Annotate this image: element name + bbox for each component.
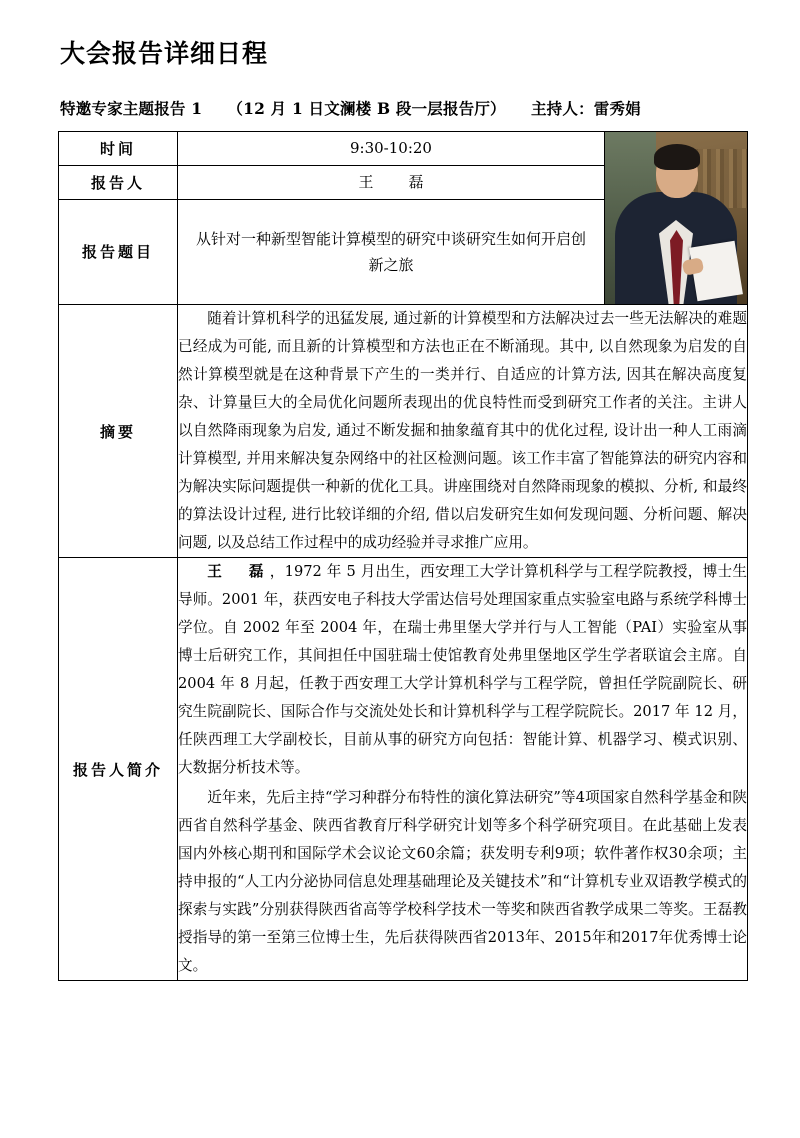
bio-speaker-name: 王 磊 xyxy=(207,563,270,581)
row-label-time: 时间 xyxy=(59,132,178,166)
page-title: 大会报告详细日程 xyxy=(60,39,269,68)
row-label-topic: 报告题目 xyxy=(59,199,178,304)
row-value-time: 9:30-10:20 xyxy=(178,132,605,166)
table-row xyxy=(59,305,748,558)
bio-paragraph-1 xyxy=(178,558,747,782)
photo-hair xyxy=(654,144,700,170)
row-value-bio xyxy=(178,558,748,981)
row-label-bio: 报告人简介 xyxy=(59,558,178,981)
row-value-topic: 从针对一种新型智能计算模型的研究中谈研究生如何开启创新之旅 xyxy=(178,199,605,304)
session-host: 主持人：雷秀娟 xyxy=(530,99,641,118)
row-value-abstract xyxy=(178,305,748,558)
row-value-speaker: 王 磊 xyxy=(178,165,605,199)
speaker-photo-cell xyxy=(605,132,748,305)
row-label-abstract: 摘要 xyxy=(59,305,178,558)
session-venue: （12 月 1 日文澜楼 B 段一层报告厅） xyxy=(227,99,506,118)
agenda-table xyxy=(58,131,748,981)
session-heading xyxy=(60,97,744,119)
table-row xyxy=(59,558,748,981)
abstract-paragraph: 随着计算机科学的迅猛发展, 通过新的计算模型和方法解决过去一些无法解决的难题已经成为可能, 而且新的计算模型和方法也正在不断涌现。其中, 以自然现象为启发的自然计算模型就是在这种背景下产生的一类并行、自适应的计算方法, 因其在解决高度复杂、计算量巨大的全局优化问题所表现出的优良特性而受到研究工作者的关注。主讲人以自然降雨现象为启发, 通过不断发掘和抽象蕴育其中的优化过程, 设计出一种人工雨滴计算模型, 并用来解决复杂网络中的社区检测问题。该工作丰富了智能算法的研究内容和为解决实际问题提供一种新的优化工具。讲座围绕对自然降雨现象的模拟、分析, 和最终的算法设计过程, 进行比较详细的介绍, 借以启发研究生如何发现问题、分析问题、解决问题, 以及总结工作过程中的成功经验并寻求推广应用。 xyxy=(178,310,747,552)
session-label: 特邀专家主题报告 1 xyxy=(60,99,203,118)
speaker-portrait xyxy=(605,132,747,304)
table-row xyxy=(59,132,748,166)
row-label-speaker: 报告人 xyxy=(59,165,178,199)
bio-paragraph-2: 近年来，先后主持“学习种群分布特性的演化算法研究”等4项国家自然科学基金和陕西省自然科学基金、陕西省教育厅科学研究计划等多个科学研究项目。在此基础上发表国内外核心期刊和国际学术会议论文60余篇；获发明专利9项；软件著作权30余项；主持申报的“人工内分泌协同信息处理基础理论及关键技术”和“计算机专业双语教学模式的探索与实践”分别获得陕西省高等学校科学技术一等奖和陕西省教学成果二等奖。王磊教授指导的第一至第三位博士生，先后获得陕西省2013年、2015年和2017年优秀博士论文。 xyxy=(178,789,747,975)
bio-paragraph-1-text: ，1972 年 5 月出生，西安理工大学计算机科学与工程学院教授，博士生导师。2001 年，获西安电子科技大学雷达信号处理国家重点实验室电路与系统学科博士学位。自 2002 年至 2004 年，在瑞士弗里堡大学并行与人工智能（PAI）实验室从事博士后研究工作，其间担任中国驻瑞士使馆教育处弗里堡地区学生学者联谊会主席。自 2004 年 8 月起，任教于西安理工大学计算机科学与工程学院，曾担任学院副院长、研究生院副院长、国际合作与交流处处长和计算机科学与工程学院院长。2017 年 12 月，任陕西理工大学副校长，目前从事的研究方向包括：智能计算、机器学习、模式识别、大数据分析技术等。 xyxy=(178,563,747,777)
